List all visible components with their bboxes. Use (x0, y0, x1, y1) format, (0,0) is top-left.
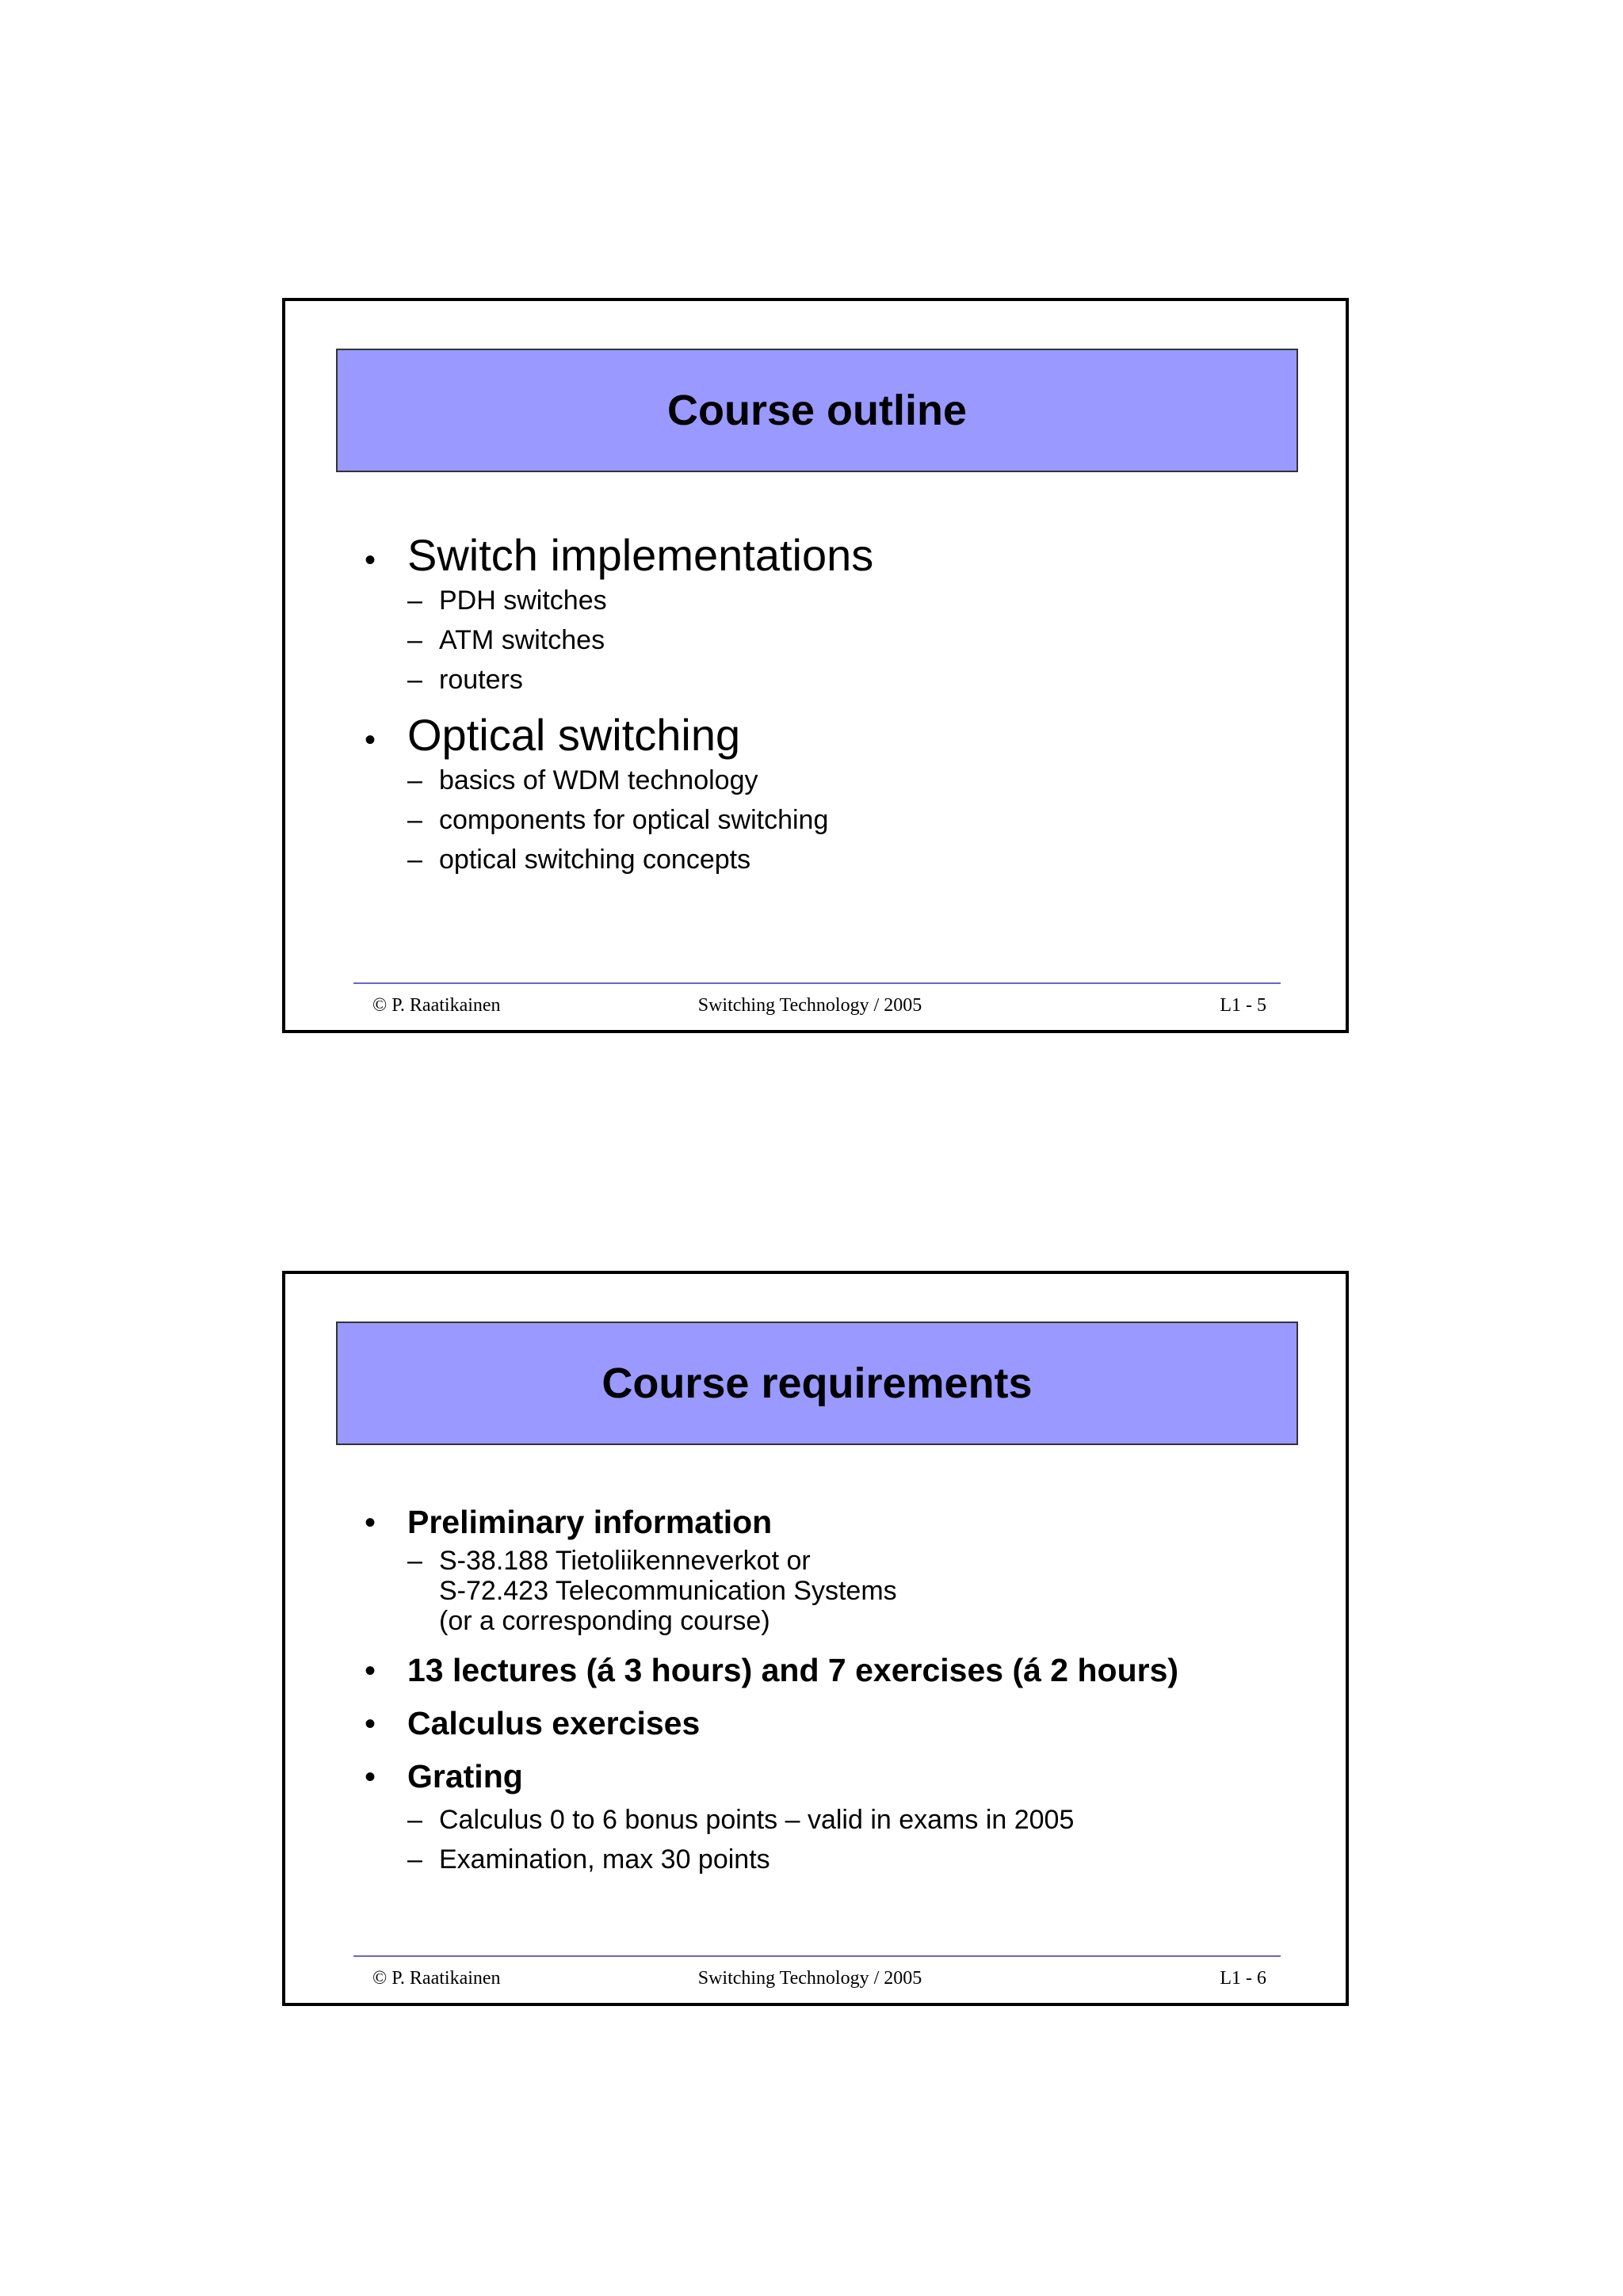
footer-page-number: L1 - 6 (1220, 1968, 1266, 1989)
bullet-item (365, 709, 1298, 761)
sub-text: routers (439, 665, 523, 695)
dash-marker: – (407, 625, 422, 655)
bullet-marker: • (365, 1760, 376, 1794)
bullet-marker: • (365, 1505, 376, 1540)
bullet-item (365, 1504, 1298, 1541)
sub-text-line: (or a corresponding course) (439, 1606, 770, 1636)
bullet-marker: • (365, 543, 376, 578)
bullet-text: Calculus exercises (407, 1705, 701, 1741)
bullet-item (365, 1758, 1298, 1795)
bullet-text: 13 lectures (á 3 hours) and 7 exercises (á 2 hours) (407, 1652, 1179, 1688)
sub-item (407, 1546, 1298, 1636)
sub-text: optical switching concepts (439, 845, 751, 875)
bullet-item (365, 1705, 1298, 1742)
sub-text: basics of WDM technology (439, 765, 758, 795)
slide-body (365, 529, 1298, 879)
sub-text-line: S-38.188 Tietoliikenneverkot or (439, 1546, 811, 1576)
bullet-text: Optical switching (407, 710, 741, 760)
bullet-text: Switch implementations (407, 530, 874, 580)
slide-title-box (336, 1322, 1298, 1445)
dash-marker: – (407, 1844, 422, 1875)
sub-item (407, 620, 1298, 660)
footer-course: Switching Technology / 2005 (697, 995, 922, 1016)
dash-marker: – (407, 585, 422, 616)
sub-list (407, 1546, 1298, 1636)
slide-body (365, 1504, 1298, 1879)
footer-author: © P. Raatikainen (372, 1968, 501, 1989)
sub-list (407, 1800, 1298, 1879)
sub-text (439, 1546, 897, 1636)
footer-course: Switching Technology / 2005 (697, 1968, 922, 1989)
sub-text: PDH switches (439, 585, 607, 616)
sub-item (407, 581, 1298, 620)
sub-list (407, 581, 1298, 700)
bullet-marker: • (365, 723, 376, 757)
footer-divider (353, 1955, 1281, 1957)
dash-marker: – (407, 665, 422, 695)
sub-item (407, 660, 1298, 700)
sub-text: components for optical switching (439, 805, 829, 835)
bullet-text: Grating (407, 1758, 523, 1794)
sub-item (407, 840, 1298, 879)
dash-marker: – (407, 1546, 422, 1576)
bullet-item (365, 1652, 1298, 1689)
dash-marker: – (407, 1805, 422, 1835)
slide-title: Course requirements (601, 1360, 1033, 1407)
sub-item (407, 800, 1298, 840)
sub-text-line: S-72.423 Telecommunication Systems (439, 1576, 897, 1606)
slide-course-requirements (282, 1271, 1349, 2006)
sub-text: Examination, max 30 points (439, 1844, 770, 1875)
bullet-marker: • (365, 1653, 376, 1688)
bullet-marker: • (365, 1707, 376, 1741)
sub-list (407, 761, 1298, 879)
bullet-item (365, 529, 1298, 581)
sub-item (407, 761, 1298, 800)
dash-marker: – (407, 805, 422, 835)
footer-author: © P. Raatikainen (372, 995, 501, 1016)
slide-title-box (336, 349, 1298, 472)
dash-marker: – (407, 765, 422, 795)
sub-text: Calculus 0 to 6 bonus points – valid in exams in 2005 (439, 1805, 1075, 1835)
sub-item (407, 1840, 1298, 1879)
sub-item (407, 1800, 1298, 1840)
dash-marker: – (407, 845, 422, 875)
footer-divider (353, 982, 1281, 984)
footer-page-number: L1 - 5 (1220, 995, 1266, 1016)
slide-course-outline (282, 298, 1349, 1033)
bullet-text: Preliminary information (407, 1504, 773, 1540)
sub-text: ATM switches (439, 625, 605, 655)
slide-title: Course outline (666, 387, 968, 434)
